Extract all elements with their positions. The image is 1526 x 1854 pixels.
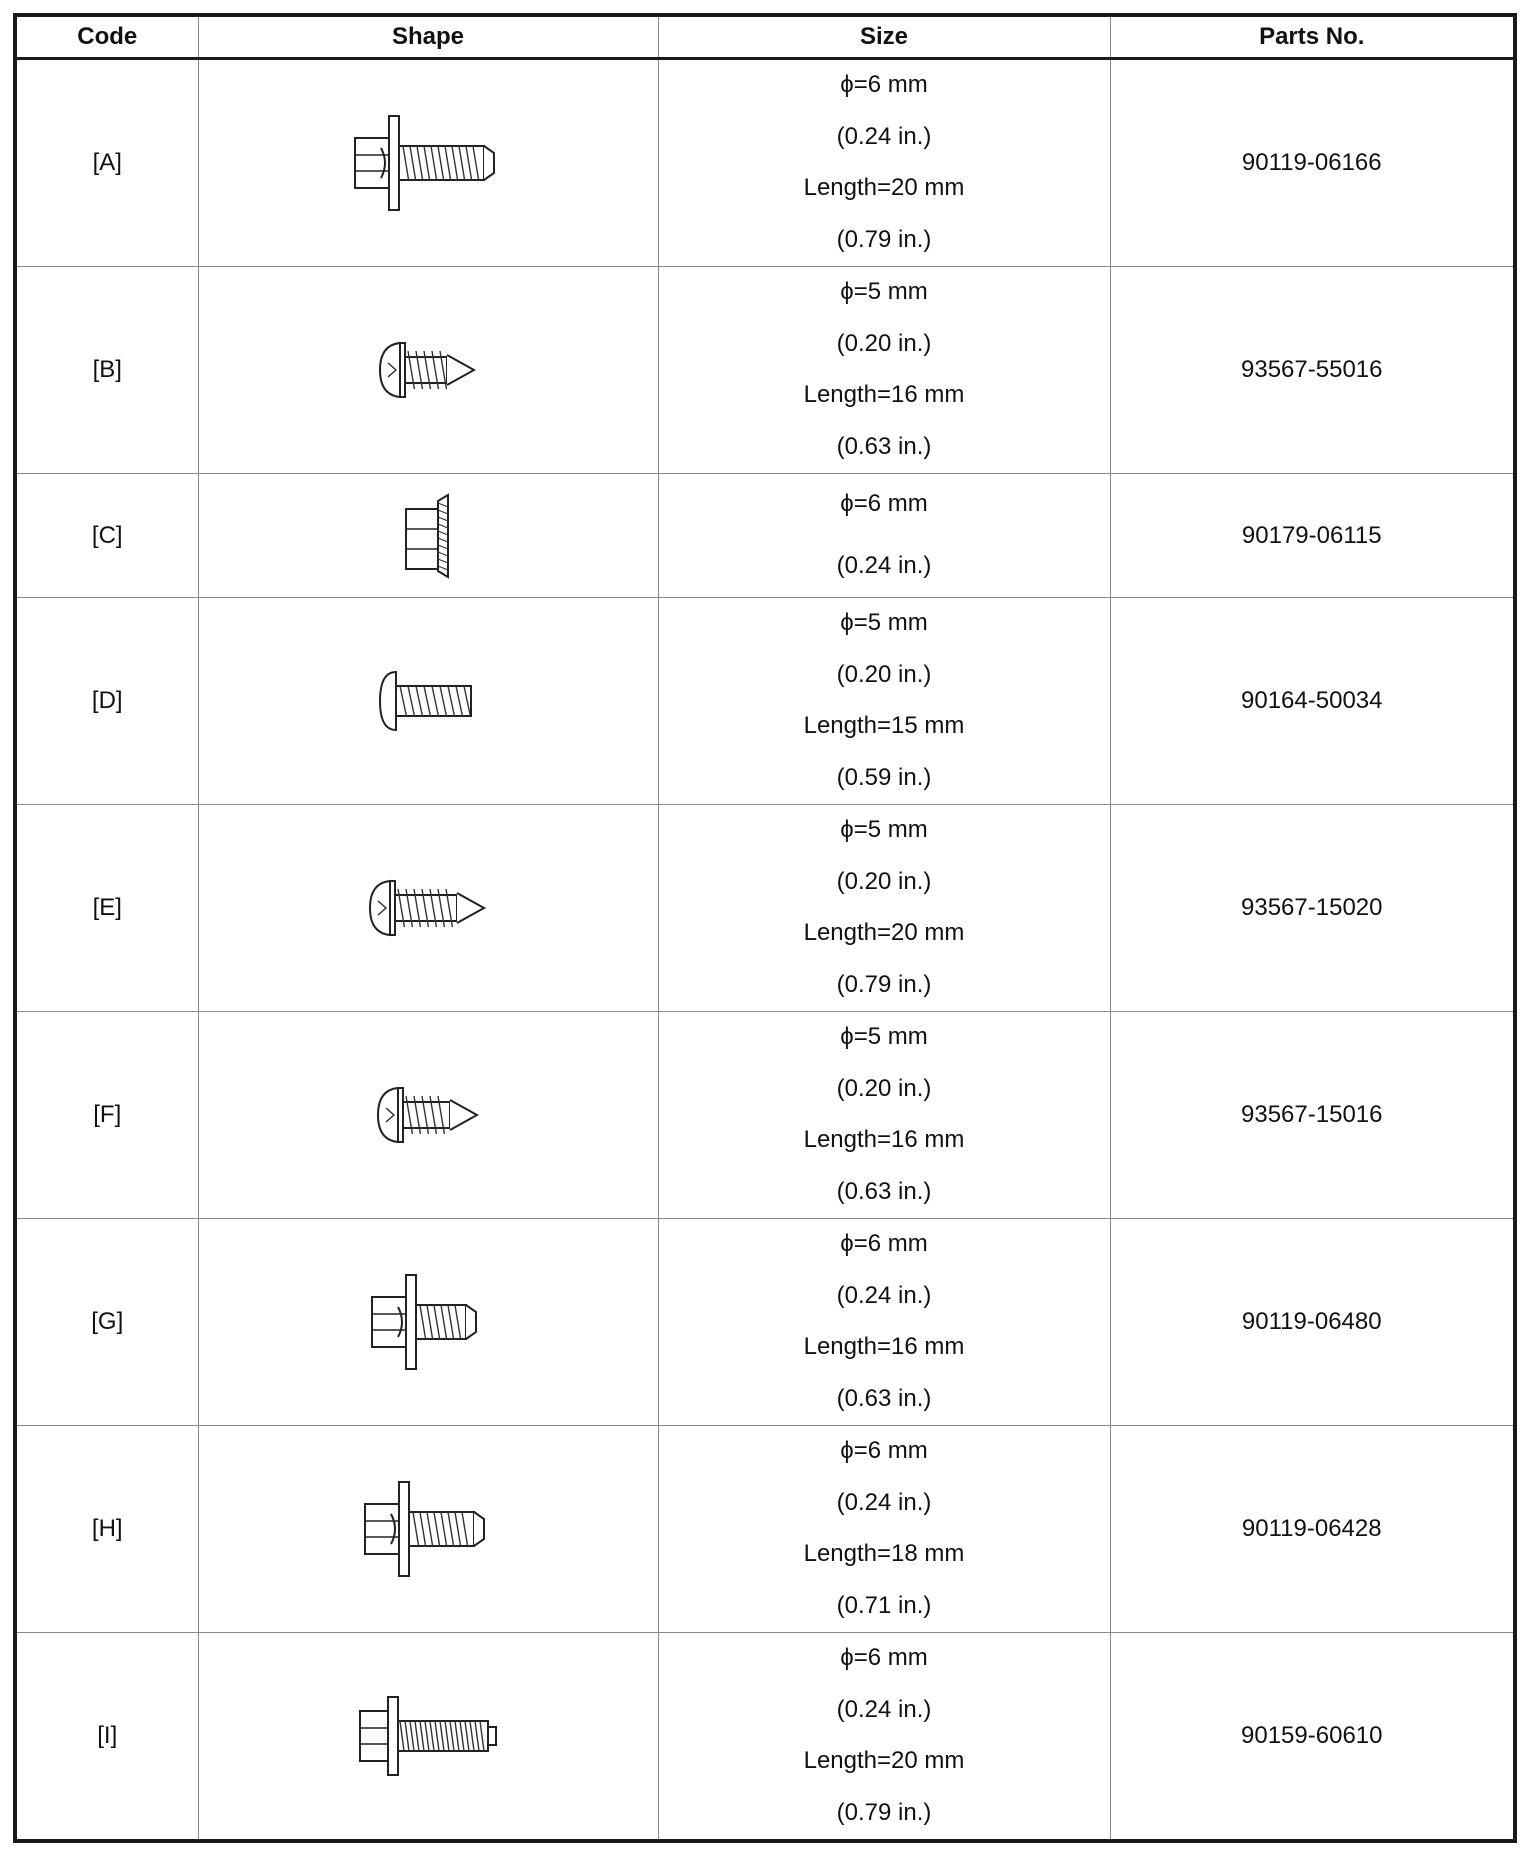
size-line: (0.20 in.) [836,867,932,895]
column-header-size: Size [658,15,1110,59]
pan-head-tapping-screw-icon [378,335,478,405]
size-line: Length=16 mm [803,381,965,409]
size-line: (0.59 in.) [836,763,932,791]
cell-size [658,805,1110,1012]
cell-code: [F] [15,1012,198,1219]
pan-head-tapping-screw-icon [376,1080,481,1150]
size-line: (0.63 in.) [836,432,932,460]
size-line: ϕ=6 mm [840,1437,928,1465]
size-line: ϕ=6 mm [840,490,928,518]
table-row [15,59,1515,267]
size-line: ϕ=5 mm [840,816,928,844]
size-line: (0.79 in.) [836,970,932,998]
cell-shape [198,1633,658,1842]
size-line: Length=16 mm [803,1333,965,1361]
size-line: (0.24 in.) [836,1695,932,1723]
size-line: (0.63 in.) [836,1384,932,1412]
table-row [15,1219,1515,1426]
cell-code: [C] [15,474,198,598]
parts-table-sheet [13,13,1513,1843]
cell-parts-no: 90159-60610 [1110,1633,1515,1842]
size-line: (0.24 in.) [836,1488,932,1516]
cell-code: [E] [15,805,198,1012]
cell-parts-no: 90179-06115 [1110,474,1515,598]
size-line: Length=15 mm [803,712,965,740]
cell-shape [198,267,658,474]
cell-parts-no: 93567-55016 [1110,267,1515,474]
size-line: (0.71 in.) [836,1591,932,1619]
cell-size [658,1633,1110,1842]
size-line: ϕ=6 mm [840,71,928,99]
cell-shape [198,1426,658,1633]
cell-parts-no: 90164-50034 [1110,598,1515,805]
cell-parts-no: 93567-15020 [1110,805,1515,1012]
size-line: (0.24 in.) [836,1281,932,1309]
size-line: (0.24 in.) [836,122,932,150]
cell-size [658,1426,1110,1633]
cell-code: [D] [15,598,198,805]
cell-parts-no: 90119-06166 [1110,59,1515,267]
size-line: Length=16 mm [803,1126,965,1154]
size-line: Length=18 mm [803,1540,965,1568]
size-line: ϕ=5 mm [840,609,928,637]
cell-parts-no: 93567-15016 [1110,1012,1515,1219]
cell-shape [198,1219,658,1426]
table-row [15,1012,1515,1219]
size-line: (0.79 in.) [836,1798,932,1826]
cell-size [658,1012,1110,1219]
cell-code: [G] [15,1219,198,1426]
table-row [15,805,1515,1012]
hex-bolt-washer-icon [361,1474,496,1584]
parts-table [13,13,1517,1843]
size-line: Length=20 mm [803,1747,965,1775]
table-body [15,59,1515,1842]
cell-size [658,1219,1110,1426]
size-line: (0.20 in.) [836,660,932,688]
size-line: (0.79 in.) [836,225,932,253]
table-header-row [15,15,1515,59]
column-header-shape: Shape [198,15,658,59]
table-row [15,1633,1515,1842]
cell-size [658,267,1110,474]
cell-shape [198,1012,658,1219]
hex-bolt-washer-icon [351,108,506,218]
size-line: (0.63 in.) [836,1177,932,1205]
cell-shape [198,598,658,805]
cell-parts-no: 90119-06428 [1110,1426,1515,1633]
pan-head-tapping-screw-icon [368,873,488,943]
size-line: Length=20 mm [803,174,965,202]
cell-shape [198,474,658,598]
cell-code: [A] [15,59,198,267]
size-line: (0.24 in.) [836,551,932,579]
table-row [15,1426,1515,1633]
flange-bolt-icon [356,1691,501,1781]
size-line: (0.20 in.) [836,1074,932,1102]
cell-size [658,598,1110,805]
cell-shape [198,805,658,1012]
size-line: (0.20 in.) [836,329,932,357]
flange-nut-icon [398,491,458,581]
table-row [15,474,1515,598]
cell-code: [B] [15,267,198,474]
pan-head-screw-icon [376,666,481,736]
cell-shape [198,59,658,267]
table-row [15,598,1515,805]
cell-code: [I] [15,1633,198,1842]
size-line: ϕ=5 mm [840,1023,928,1051]
size-line: ϕ=5 mm [840,278,928,306]
size-line: ϕ=6 mm [840,1644,928,1672]
column-header-parts-no: Parts No. [1110,15,1515,59]
size-line: ϕ=6 mm [840,1230,928,1258]
hex-bolt-washer-icon [368,1267,488,1377]
table-row [15,267,1515,474]
column-header-code: Code [15,15,198,59]
cell-size [658,59,1110,267]
cell-size [658,474,1110,598]
cell-code: [H] [15,1426,198,1633]
cell-parts-no: 90119-06480 [1110,1219,1515,1426]
size-line: Length=20 mm [803,919,965,947]
